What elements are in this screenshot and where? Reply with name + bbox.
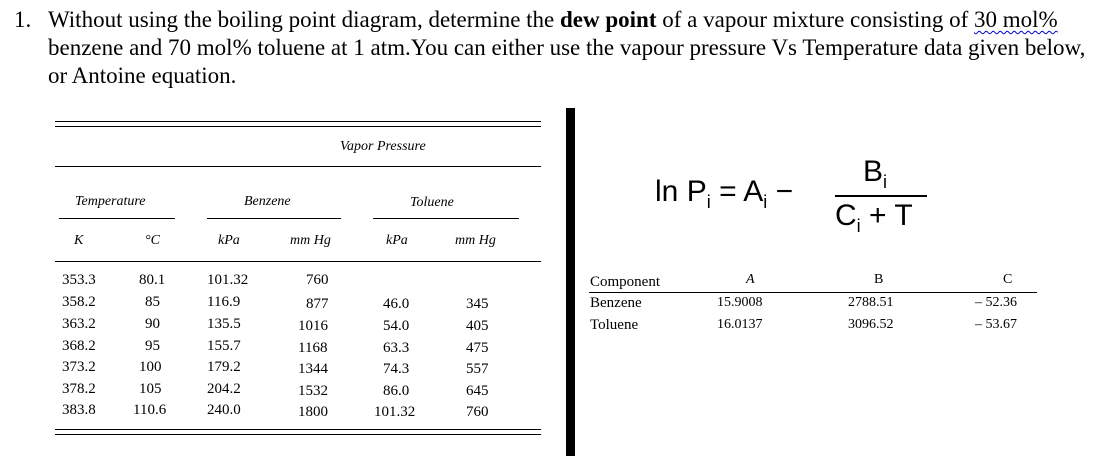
unit-k: K bbox=[74, 233, 84, 248]
table-cell: 363.2 bbox=[62, 316, 96, 332]
antoine-cell: 3096.52 bbox=[848, 317, 894, 332]
question-part1: Without using the boiling point diagram, determine the bbox=[48, 7, 555, 32]
table-cell: 345 bbox=[466, 296, 489, 312]
question-bold-term: dew point bbox=[560, 7, 657, 32]
antoine-cell: 16.0137 bbox=[717, 317, 763, 332]
table-cell: 1344 bbox=[298, 361, 328, 377]
eq-plus-t: + T bbox=[869, 199, 913, 232]
table-cell: 405 bbox=[466, 318, 489, 334]
vapor-pressure-title: Vapor Pressure bbox=[340, 139, 426, 154]
unit-benzene-kpa: kPa bbox=[218, 233, 240, 248]
table-cell: 116.9 bbox=[207, 294, 241, 310]
group-toluene: Toluene bbox=[410, 195, 454, 210]
table-cell: 368.2 bbox=[62, 338, 96, 354]
eq-equals: = bbox=[719, 175, 737, 208]
question-number: 1. bbox=[14, 7, 32, 32]
eq-b: B bbox=[863, 155, 884, 188]
table-cell: 1800 bbox=[298, 404, 328, 420]
benzene-underline bbox=[207, 218, 341, 219]
group-temperature: Temperature bbox=[75, 194, 146, 209]
header-bottom-rule bbox=[55, 261, 541, 262]
table-cell: 760 bbox=[466, 404, 489, 420]
table-cell: 135.5 bbox=[207, 316, 241, 332]
table-cell: 100 bbox=[139, 359, 162, 375]
table-cell: 74.3 bbox=[383, 361, 410, 377]
table-cell: 1016 bbox=[298, 318, 328, 334]
antoine-cell: Benzene bbox=[590, 295, 642, 311]
question-composition: 30 mol% bbox=[973, 7, 1058, 32]
table-cell: 110.6 bbox=[133, 402, 167, 418]
temperature-underline bbox=[59, 218, 175, 219]
table-cell: 85 bbox=[145, 294, 160, 310]
eq-sub-i: i bbox=[763, 192, 768, 212]
table-bottom-rule-2 bbox=[55, 434, 541, 435]
table-cell: 80.1 bbox=[139, 272, 166, 288]
title-underline bbox=[55, 166, 541, 167]
table-cell: 760 bbox=[306, 272, 329, 288]
table-top-rule-1 bbox=[55, 121, 541, 122]
table-cell: 373.2 bbox=[62, 359, 96, 375]
unit-toluene-mmhg: mm Hg bbox=[455, 233, 496, 248]
header-c: C bbox=[1003, 272, 1013, 287]
eq-sub-i: i bbox=[706, 192, 711, 212]
eq-minus: − bbox=[775, 175, 794, 208]
eq-c: C bbox=[835, 199, 857, 232]
antoine-cell: 2788.51 bbox=[848, 295, 894, 310]
table-cell: 101.32 bbox=[374, 404, 416, 420]
table-cell: 877 bbox=[306, 296, 329, 312]
equation-numerator bbox=[863, 155, 887, 193]
antoine-header-rule bbox=[589, 292, 1037, 293]
eq-p: P bbox=[686, 175, 707, 208]
header-a: A bbox=[746, 272, 755, 287]
eq-sub-i: i bbox=[856, 216, 861, 236]
header-b: B bbox=[874, 272, 884, 287]
eq-ln: ln bbox=[655, 175, 679, 208]
equation-lhs bbox=[655, 175, 793, 213]
group-benzene: Benzene bbox=[244, 194, 291, 209]
table-cell: 105 bbox=[139, 381, 162, 397]
antoine-equation bbox=[655, 155, 955, 245]
table-cell: 155.7 bbox=[207, 338, 241, 354]
unit-toluene-kpa: kPa bbox=[386, 233, 408, 248]
eq-a: A bbox=[743, 175, 764, 208]
table-cell: 353.3 bbox=[62, 272, 96, 288]
eq-sub-i: i bbox=[883, 172, 888, 192]
table-cell: 645 bbox=[466, 383, 489, 399]
unit-celsius: °C bbox=[145, 233, 160, 248]
table-cell: 383.8 bbox=[62, 402, 96, 418]
antoine-cell: – 53.67 bbox=[975, 317, 1017, 332]
table-cell: 46.0 bbox=[383, 296, 410, 312]
table-cell: 475 bbox=[466, 340, 489, 356]
table-bottom-rule-1 bbox=[55, 429, 541, 430]
question-part2: of a vapour mixture consisting of bbox=[662, 7, 969, 32]
table-cell: 54.0 bbox=[383, 318, 410, 334]
antoine-cell: – 52.36 bbox=[975, 295, 1017, 310]
table-cell: 179.2 bbox=[207, 359, 241, 375]
toluene-underline bbox=[373, 218, 519, 219]
table-cell: 101.32 bbox=[207, 272, 249, 288]
table-cell: 63.3 bbox=[383, 340, 410, 356]
fraction-bar bbox=[835, 195, 927, 197]
table-cell: 95 bbox=[145, 338, 160, 354]
question-part3: benzene and 70 mol% toluene at 1 atm.You can either use the vapour pressure Vs Temperature data given below, or Antoine equation. bbox=[48, 35, 1086, 88]
equation-denominator bbox=[835, 199, 913, 237]
table-cell: 240.0 bbox=[207, 402, 241, 418]
header-component: Component bbox=[590, 274, 660, 290]
table-cell: 378.2 bbox=[62, 381, 96, 397]
vertical-divider bbox=[566, 108, 575, 456]
table-cell: 1532 bbox=[298, 383, 328, 399]
table-cell: 1168 bbox=[298, 340, 328, 356]
unit-benzene-mmhg: mm Hg bbox=[290, 233, 331, 248]
table-cell: 90 bbox=[145, 316, 160, 332]
table-cell: 557 bbox=[466, 361, 489, 377]
table-top-rule-2 bbox=[55, 126, 541, 127]
table-cell: 358.2 bbox=[62, 294, 96, 310]
antoine-cell: Toluene bbox=[590, 317, 639, 333]
table-cell: 86.0 bbox=[383, 383, 410, 399]
table-cell: 204.2 bbox=[207, 381, 241, 397]
antoine-cell: 15.9008 bbox=[717, 295, 763, 310]
